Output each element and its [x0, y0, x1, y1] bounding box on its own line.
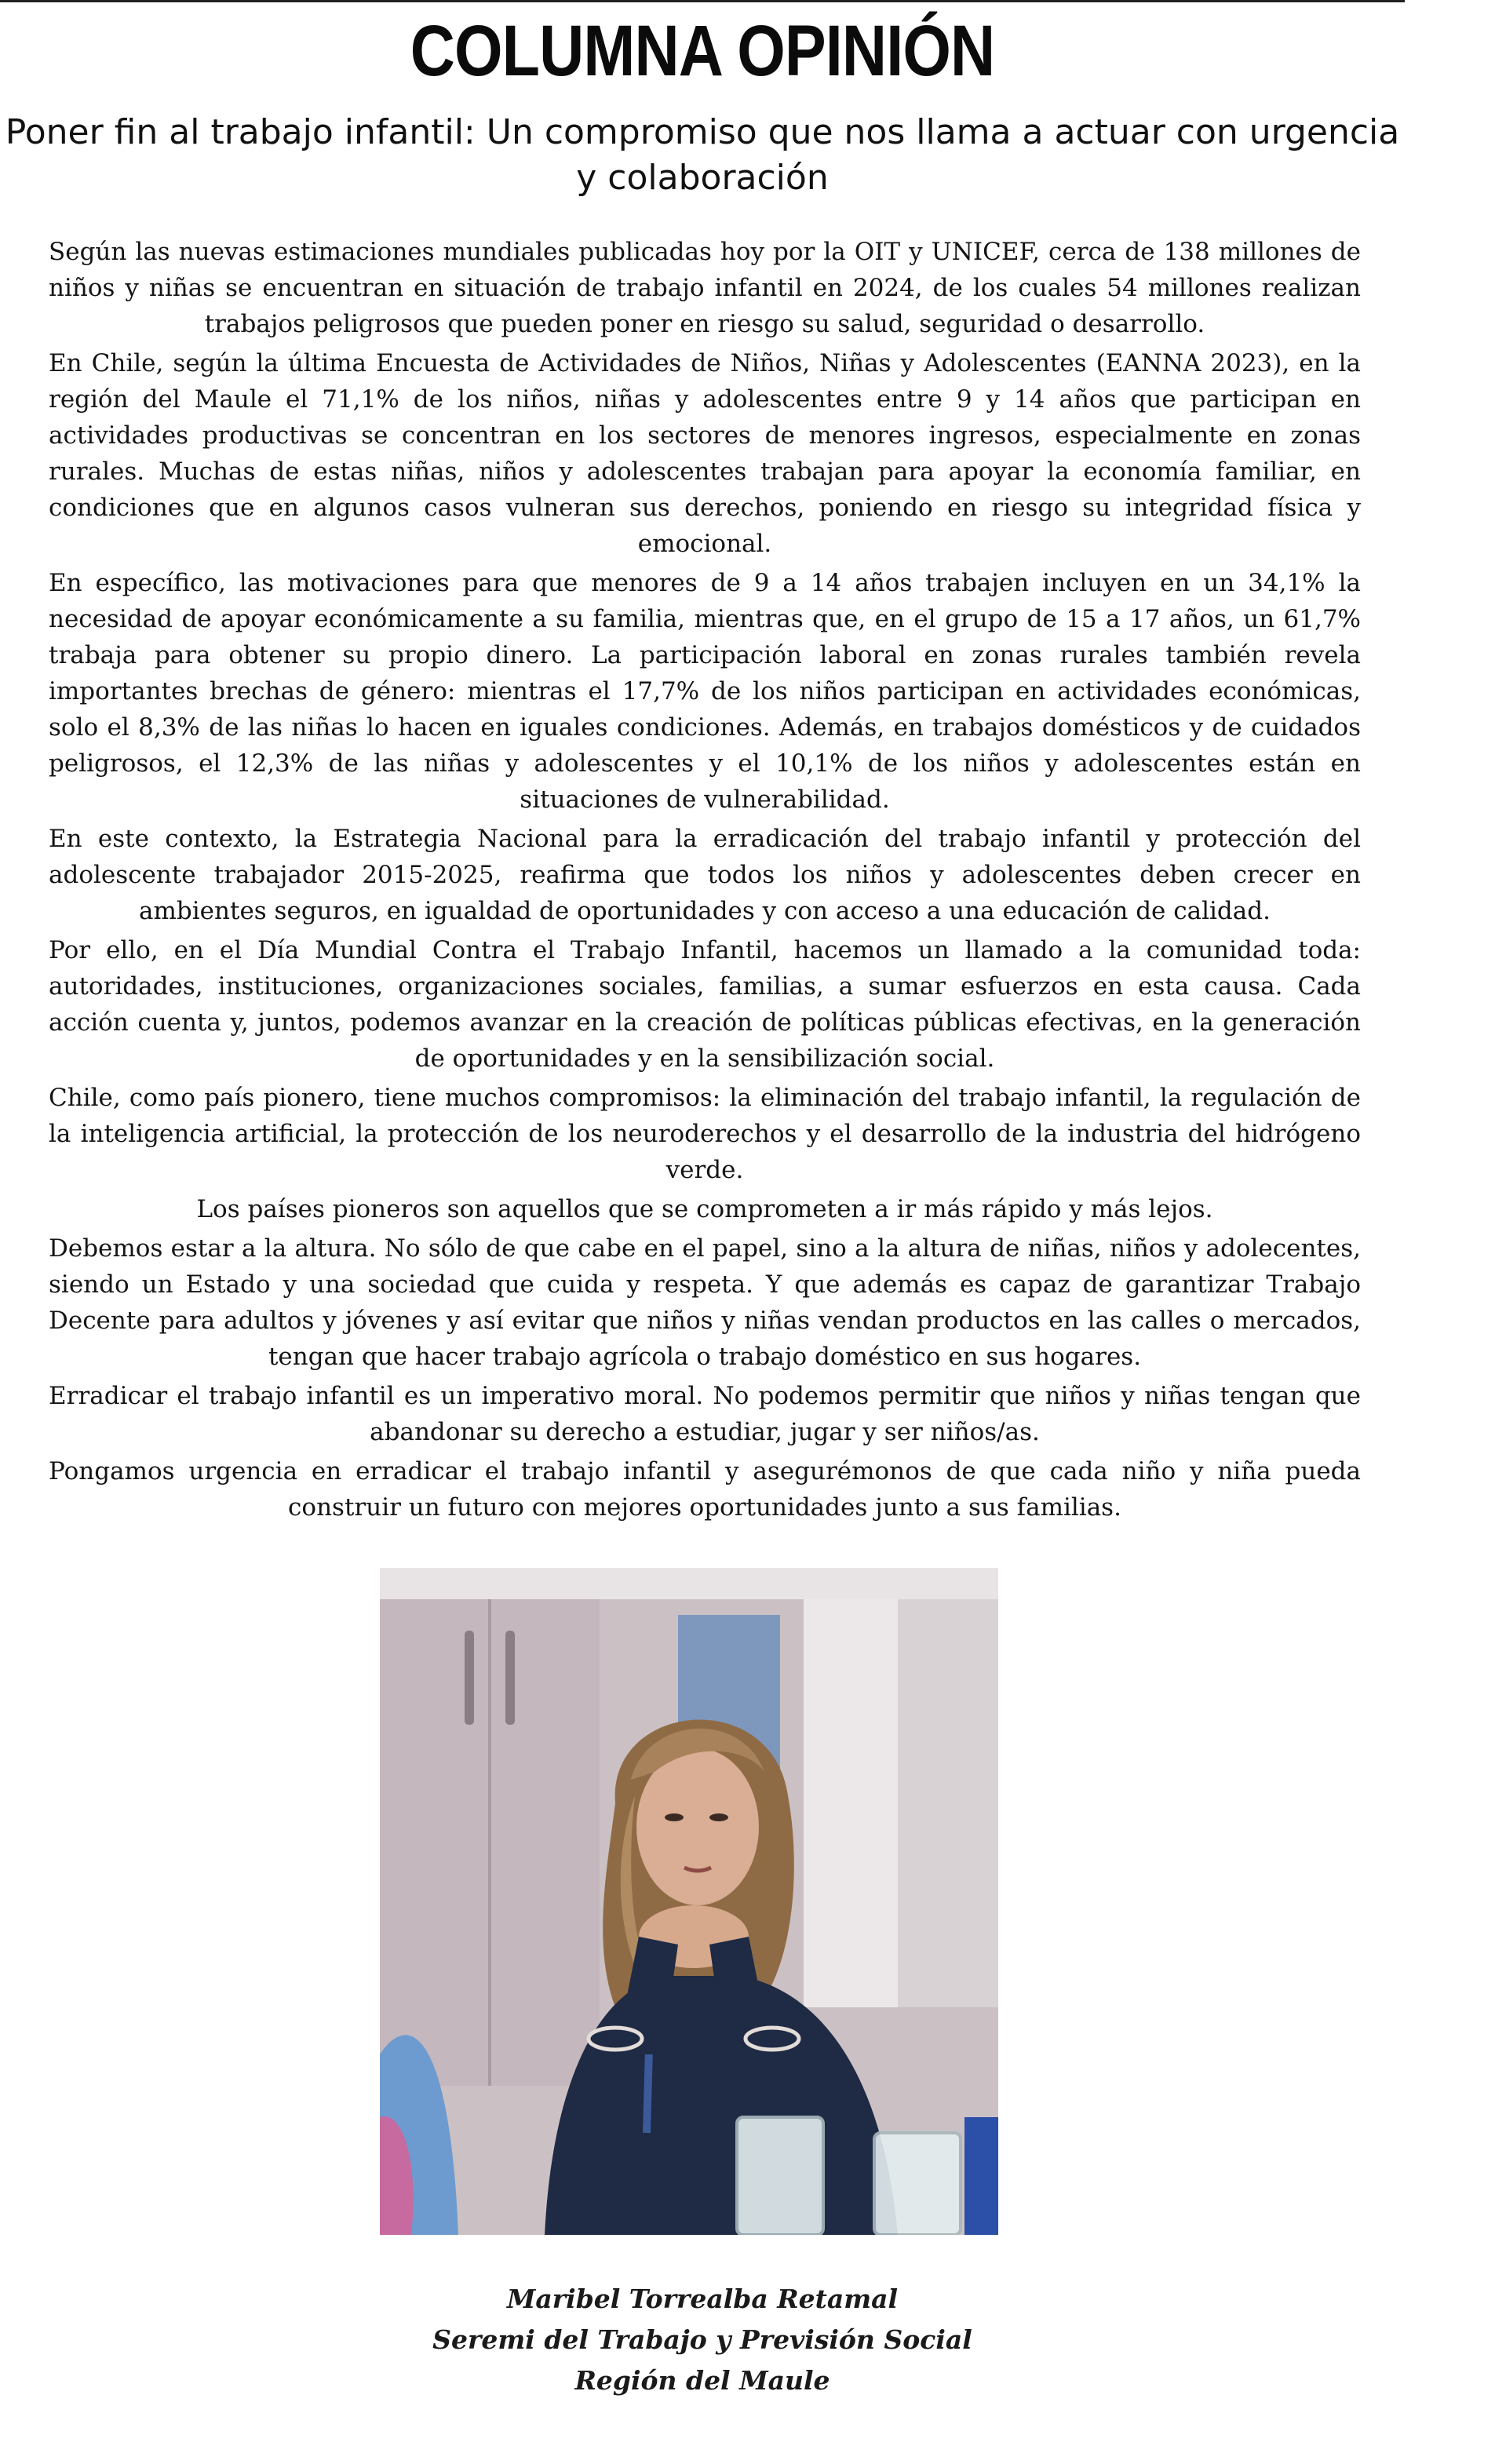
paragraph: Pongamos urgencia en erradicar el trabajo infantil y asegurémonos de que cada niño y niña pueda construir un futuro con mejores oportunidades junto a sus familias.	[49, 1457, 1361, 1522]
author-position: Seremi del Trabajo y Previsión Social	[432, 2324, 972, 2355]
paragraph: Erradicar el trabajo infantil es un imperativo moral. No podemos permitir que niños y niñas tengan que abandonar su derecho a estudiar, jugar y ser niños/as.	[49, 1382, 1361, 1446]
paragraph: Debemos estar a la altura. No sólo de que cabe en el papel, sino a la altura de niñas, niños y adolecentes, siendo un Estado y una sociedad que cuida y respeta. Y que además es capaz de garantizar Trabajo Decente para adultos y jóvenes y así evitar que niños y niñas vendan productos en las calles o mercados, tengan que hacer trabajo agrícola o trabajo doméstico en sus hogares.	[49, 1234, 1361, 1371]
paragraph: Por ello, en el Día Mundial Contra el Trabajo Infantil, hacemos un llamado a la comunidad toda: autoridades, instituciones, organizaciones sociales, familias, a sumar esfuerzos en esta causa. Cada acción cuenta y, juntos, podemos avanzar en la creación de políticas públicas efectivas, en la generación de oportunidades y en la sensibilización social.	[49, 936, 1361, 1073]
paragraph: En este contexto, la Estrategia Nacional para la erradicación del trabajo infantil y protección del adolescente trabajador 2015-2025, reafirma que todos los niños y adolescentes deben crecer en ambientes seguros, en igualdad de oportunidades y con acceso a una educación de calidad.	[49, 825, 1361, 925]
signature-block	[0, 2279, 1405, 2401]
section-title: COLUMNA OPINIÓN	[410, 11, 995, 91]
headline	[0, 110, 1405, 201]
author-region: Región del Maule	[574, 2365, 830, 2396]
headline-line-1: Poner fin al trabajo infantil: Un compromiso que nos llama a actuar con urgencia	[5, 112, 1400, 152]
article-body	[49, 234, 1361, 1529]
author-name: Maribel Torrealba Retamal	[506, 2284, 899, 2314]
top-rule	[0, 0, 1405, 2]
paragraph: Chile, como país pionero, tiene muchos compromisos: la eliminación del trabajo infantil, la regulación de la inteligencia artificial, la protección de los neuroderechos y el desarrollo de la industria del hidrógeno verde.	[49, 1084, 1361, 1184]
author-photo	[380, 1568, 998, 2235]
paragraph: Los países pioneros son aquellos que se comprometen a ir más rápido y más lejos.	[196, 1195, 1213, 1223]
headline-line-2: y colaboración	[576, 158, 829, 198]
paragraph: En Chile, según la última Encuesta de Actividades de Niños, Niñas y Adolescentes (EANNA 2023), en la región del Maule el 71,1% de los niños, niñas y adolescentes entre 9 y 14 años que participan en actividades productivas se concentran en los sectores de menores ingresos, especialmente en zonas rurales. Muchas de estas niñas, niños y adolescentes trabajan para apoyar la economía familiar, en condiciones que en algunos casos vulneran sus derechos, poniendo en riesgo su integridad física y emocional.	[49, 349, 1361, 558]
paragraph: En específico, las motivaciones para que menores de 9 a 14 años trabajen incluyen en un 34,1% la necesidad de apoyar económicamente a su familia, mientras que, en el grupo de 15 a 17 años, un 61,7% trabaja para obtener su propio dinero. La participación laboral en zonas rurales también revela importantes brechas de género: mientras el 17,7% de los niños participan en actividades económicas, solo el 8,3% de las niñas lo hacen en iguales condiciones. Además, en trabajos domésticos y de cuidados peligrosos, el 12,3% de las niñas y adolescentes y el 10,1% de los niños y adolescentes están en situaciones de vulnerabilidad.	[49, 569, 1361, 814]
paragraph: Según las nuevas estimaciones mundiales publicadas hoy por la OIT y UNICEF, cerca de 138 millones de niños y niñas se encuentran en situación de trabajo infantil en 2024, de los cuales 54 millones realizan trabajos peligrosos que pueden poner en riesgo su salud, seguridad o desarrollo.	[49, 238, 1361, 338]
